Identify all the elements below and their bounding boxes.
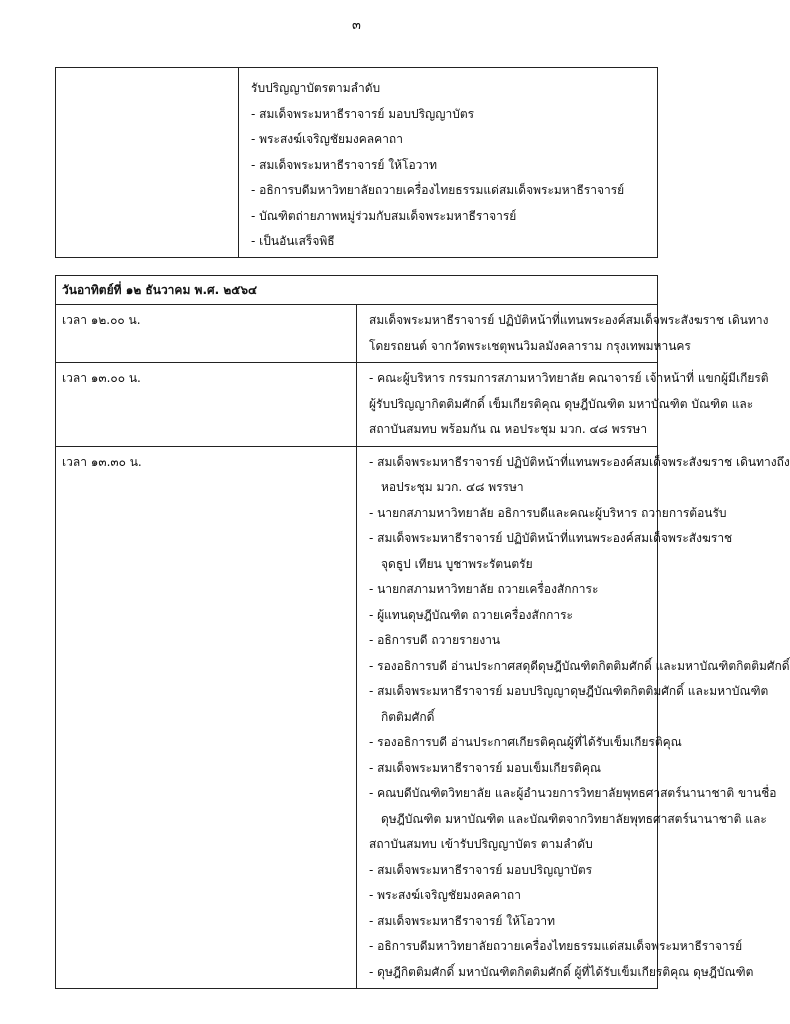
activity-line: รับปริญญาบัตรตามลำดับ bbox=[251, 81, 381, 95]
time-cell bbox=[56, 446, 357, 989]
table-row bbox=[56, 446, 658, 989]
activity-line: - อธิการบดี ถวายรายงาน bbox=[369, 633, 501, 647]
activity-line: จุดธูป เทียน บูชาพระรัตนตรัย bbox=[381, 556, 533, 571]
time-label: เวลา ๑๓.๓๐ น. bbox=[62, 454, 142, 469]
schedule-table-continued bbox=[55, 67, 658, 258]
activity-line: - นายกสภามหาวิทยาลัย อธิการบดีและคณะผู้บริหาร ถวายการต้อนรับ bbox=[369, 505, 727, 520]
time-cell-empty bbox=[56, 68, 239, 258]
table-row bbox=[56, 363, 658, 447]
activity-line: - ผู้แทนดุษฎีบัณฑิต ถวายเครื่องสักการะ bbox=[369, 607, 573, 622]
activity-line: - อธิการบดีมหาวิทยาลัยถวายเครื่องไทยธรรมแด่สมเด็จพระมหาธีราจารย์ bbox=[369, 939, 743, 953]
activity-cell bbox=[239, 68, 658, 258]
activity-line: - สมเด็จพระมหาธีราจารย์ มอบปริญญาบัตร bbox=[369, 862, 593, 877]
activity-line: โดยรถยนต์ จากวัดพระเชตุพนวิมลมังคลาราม กรุงเทพมหานคร bbox=[369, 338, 691, 353]
activity-line: - บัณฑิตถ่ายภาพหมู่ร่วมกับสมเด็จพระมหาธีราจารย์ bbox=[251, 208, 517, 223]
time-cell bbox=[56, 363, 357, 447]
activity-line: - พระสงฆ์เจริญชัยมงคลคาถา bbox=[251, 132, 403, 146]
activity-line: - ดุษฎีกิตติมศักดิ์ มหาบัณฑิตกิตติมศักดิ์ ผู้ที่ได้รับเข็มเกียรติคุณ ดุษฎีบัณฑิต bbox=[369, 964, 754, 979]
activity-line: - สมเด็จพระมหาธีราจารย์ มอบปริญญาดุษฎีบัณฑิตกิตติมศักดิ์ และมหาบัณฑิต bbox=[369, 684, 769, 698]
activity-line: หอประชุม มวก. ๔๘ พรรษา bbox=[381, 480, 524, 494]
activity-cell bbox=[357, 446, 790, 989]
activity-line: - สมเด็จพระมหาธีราจารย์ มอบปริญญาบัตร bbox=[251, 106, 475, 121]
activity-line: - รองอธิการบดี อ่านประกาศสดุดีดุษฎีบัณฑิตกิตติมศักดิ์ และมหาบัณฑิตกิตติมศักดิ์ bbox=[369, 658, 790, 673]
activity-cell bbox=[357, 363, 769, 447]
activity-line: - คณบดีบัณฑิตวิทยาลัย และผู้อำนวยการวิทยาลัยพุทธศาสตร์นานาชาติ ขานชื่อ bbox=[369, 786, 777, 800]
table-row bbox=[56, 68, 658, 258]
activity-line: - อธิการบดีมหาวิทยาลัยถวายเครื่องไทยธรรมแด่สมเด็จพระมหาธีราจารย์ bbox=[251, 183, 625, 197]
time-label: เวลา ๑๒.๐๐ น. bbox=[62, 313, 141, 327]
page-number: ๓ bbox=[352, 18, 361, 33]
activity-line: ผู้รับปริญญากิตติมศักดิ์ เข็มเกียรติคุณ ดุษฎีบัณฑิต มหาบัณฑิต บัณฑิต และ bbox=[369, 396, 754, 411]
activity-line: - รองอธิการบดี อ่านประกาศเกียรติคุณผู้ที่ได้รับเข็มเกียรติคุณ bbox=[369, 735, 682, 749]
activity-line: - นายกสภามหาวิทยาลัย ถวายเครื่องสักการะ bbox=[369, 582, 599, 596]
activity-line: สถาบันสมทบ เข้ารับปริญญาบัตร ตามลำดับ bbox=[369, 837, 593, 851]
activity-line: - สมเด็จพระมหาธีราจารย์ มอบเข็มเกียรติคุณ bbox=[369, 760, 601, 775]
activity-line: - สมเด็จพระมหาธีราจารย์ ให้โอวาท bbox=[251, 157, 438, 172]
activity-line: สถาบันสมทบ พร้อมกัน ณ หอประชุม มวก. ๔๘ พรรษา bbox=[369, 422, 648, 436]
activity-line: - สมเด็จพระมหาธีราจารย์ ปฏิบัติหน้าที่แทนพระองค์สมเด็จพระสังฆราช bbox=[369, 531, 733, 545]
activity-cell bbox=[357, 305, 769, 363]
day-heading: วันอาทิตย์ที่ ๑๒ ธันวาคม พ.ศ. ๒๕๖๔ bbox=[56, 276, 658, 305]
table-row bbox=[56, 305, 658, 363]
activity-line: - สมเด็จพระมหาธีราจารย์ ปฏิบัติหน้าที่แทนพระองค์สมเด็จพระสังฆราช เดินทางถึง bbox=[369, 454, 790, 469]
activity-line: - สมเด็จพระมหาธีราจารย์ ให้โอวาท bbox=[369, 913, 556, 928]
activity-line: กิตติมศักดิ์ bbox=[381, 709, 435, 724]
activity-line: - พระสงฆ์เจริญชัยมงคลคาถา bbox=[369, 888, 521, 902]
activity-line: - เป็นอันเสร็จพิธี bbox=[251, 234, 335, 248]
activity-line: ดุษฎีบัณฑิต มหาบัณฑิต และบัณฑิตจากวิทยาลัยพุทธศาสตร์นานาชาติ และ bbox=[381, 811, 767, 826]
schedule-table-sunday bbox=[55, 275, 790, 989]
time-cell bbox=[56, 305, 357, 363]
activity-line: สมเด็จพระมหาธีราจารย์ ปฏิบัติหน้าที่แทนพระองค์สมเด็จพระสังฆราช เดินทาง bbox=[369, 313, 769, 327]
time-label: เวลา ๑๓.๐๐ น. bbox=[62, 371, 141, 385]
table-header-row bbox=[56, 276, 658, 305]
activity-line: - คณะผู้บริหาร กรรมการสภามหาวิทยาลัย คณาจารย์ เจ้าหน้าที่ แขกผู้มีเกียรติ bbox=[369, 371, 769, 385]
